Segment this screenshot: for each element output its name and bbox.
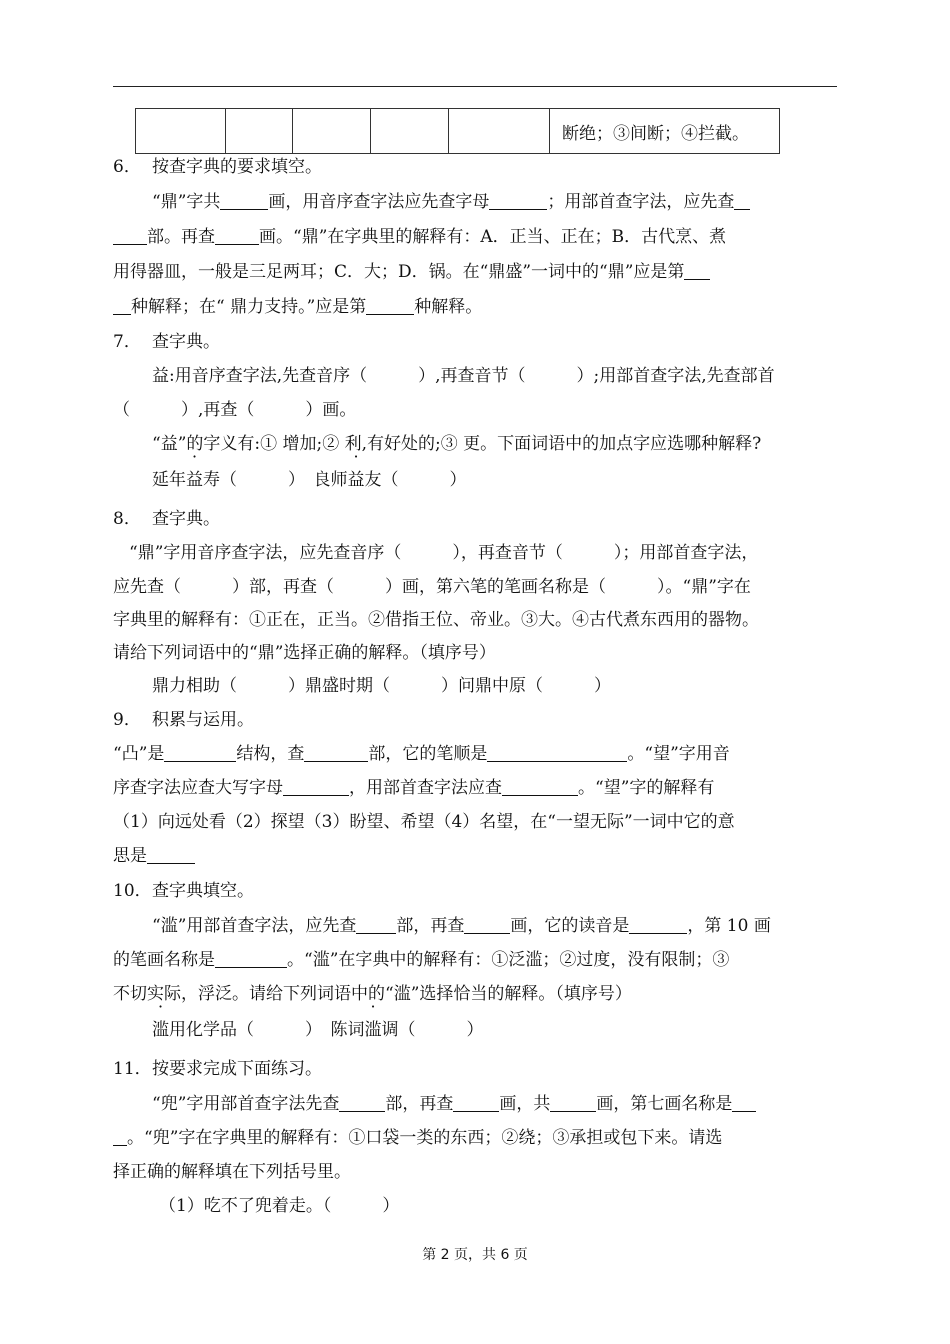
question-11-header: 11．按要求完成下面练习。 [113, 1059, 322, 1079]
answer-blank[interactable] [113, 297, 131, 315]
question-10-line: 滥用化学品（ ） 陈词滥调（ ） [152, 1013, 484, 1047]
question-6-line: 部。再查 画。“鼎”在字典里的解释有：A．正当、正在；B．古代烹、煮 [113, 220, 726, 254]
answer-blank[interactable] [732, 1094, 756, 1112]
answer-blank[interactable] [113, 1128, 127, 1146]
question-8-line: “鼎”字用音序查字法，应先查音序（ ），再查音节（ ）；用部首查字法， [129, 543, 759, 563]
answer-blank[interactable] [304, 744, 368, 762]
question-7-header: 7． 查字典。 [113, 332, 220, 352]
answer-table-fragment [135, 108, 780, 154]
table-cell-text: 断绝；③间断；④拦截。 [550, 109, 780, 154]
question-10-line: 的笔画名称是 。“滥”在字典中的解释有：①泛滥；②过度，没有限制；③ [113, 950, 730, 970]
question-7-line: 延年益寿（ ） 良师益友（ ） [152, 463, 467, 497]
answer-blank[interactable] [366, 297, 414, 315]
answer-blank[interactable] [550, 1094, 596, 1112]
question-11-line: （1）吃不了兜着走。（ ） [159, 1196, 400, 1216]
question-7-line: （ ）,再查（ ）画。 [113, 400, 357, 420]
header-rule [113, 86, 837, 87]
answer-blank[interactable] [356, 916, 396, 934]
question-10-line: 不切实际，浮泛。请给下列词语中的“滥”选择恰当的解释。（填序号） [113, 984, 632, 1004]
question-7-line: 益:用音序查字法,先查音序（ ）,再查音节（ ）;用部首查字法,先查部首 [152, 366, 775, 386]
question-6-line: “鼎”字共 画，用音序查字法应先查字母 ；用部首查字法，应先查 [152, 185, 750, 219]
question-8-line: 字典里的解释有：①正在，正当。②借指王位、帝业。③大。④古代煮东西用的器物。 [113, 610, 759, 630]
answer-blank[interactable] [113, 227, 147, 245]
question-9-line: （1）向远处看（2）探望（3）盼望、希望（4）名望，在“一望无际”一词中它的意 [113, 812, 735, 832]
answer-blank[interactable] [215, 227, 259, 245]
question-9-line: 思是 [113, 839, 195, 873]
question-8-header: 8． 查字典。 [113, 509, 220, 529]
dotted-char: 滥 [152, 1020, 169, 1040]
answer-blank[interactable] [147, 846, 195, 864]
question-9-line: “凸”是 结构，查 部，它的笔顺是 。“望”字用音 [113, 744, 730, 764]
dotted-char: 益 [347, 470, 365, 490]
question-8-line: 鼎力相助（ ）鼎盛时期（ ）问鼎中原（ ） [152, 676, 611, 696]
question-6-header: 6． 按查字典的要求填空。 [113, 157, 322, 177]
answer-blank[interactable] [684, 262, 710, 280]
answer-blank[interactable] [215, 950, 287, 968]
answer-blank[interactable] [464, 916, 510, 934]
page-footer: 第 2 页，共 6 页 [422, 1247, 528, 1263]
table-cell [371, 109, 449, 154]
question-9-header: 9． 积累与运用。 [113, 710, 254, 730]
question-10-line: “滥”用部首查字法，应先查 部，再查 画，它的读音是 ，第 10 画 [152, 916, 771, 936]
answer-blank[interactable] [487, 744, 627, 762]
table-cell [449, 109, 550, 154]
question-8-line: 应先查（ ）部，再查（ ）画，第六笔的笔画名称是（ ）。“鼎”字在 [113, 577, 751, 597]
answer-blank[interactable] [283, 778, 349, 796]
answer-blank[interactable] [339, 1094, 385, 1112]
answer-blank[interactable] [734, 192, 750, 210]
dotted-char: 益 [186, 470, 203, 490]
table-cell [226, 109, 293, 154]
table-cell [136, 109, 226, 154]
dotted-char: 滥 [364, 1020, 382, 1040]
answer-blank[interactable] [489, 192, 547, 210]
question-6-line: 用得器皿，一般是三足两耳；C．大；D．锅。在“鼎盛”一词中的“鼎”应是第 [113, 255, 710, 289]
question-11-line: “兜”字用部首查字法先查 部，再查 画，共 画，第七画名称是 [152, 1087, 756, 1121]
answer-blank[interactable] [220, 192, 268, 210]
table-cell [293, 109, 371, 154]
question-8-line: 请给下列词语中的“鼎”选择正确的解释。（填序号） [113, 643, 496, 663]
question-11-line: 。“兜”字在字典里的解释有：①口袋一类的东西；②绕；③承担或包下来。请选 [113, 1121, 722, 1155]
question-7-line: “益”的字义有:① 增加;② 利,有好处的;③ 更。下面词语中的加点字应选哪种解释? [152, 434, 762, 454]
question-10-header: 10．查字典填空。 [113, 881, 254, 901]
question-11-line: 择正确的解释填在下列括号里。 [113, 1162, 351, 1182]
answer-blank[interactable] [629, 916, 687, 934]
question-9-line: 序查字法应查大写字母 ，用部首查字法应查 。“望”字的解释有 [113, 778, 715, 798]
answer-blank[interactable] [164, 744, 236, 762]
question-6-line: 种解释；在“ 鼎力支持。”应是第 种解释。 [113, 290, 482, 324]
answer-blank[interactable] [502, 778, 578, 796]
answer-blank[interactable] [453, 1094, 499, 1112]
